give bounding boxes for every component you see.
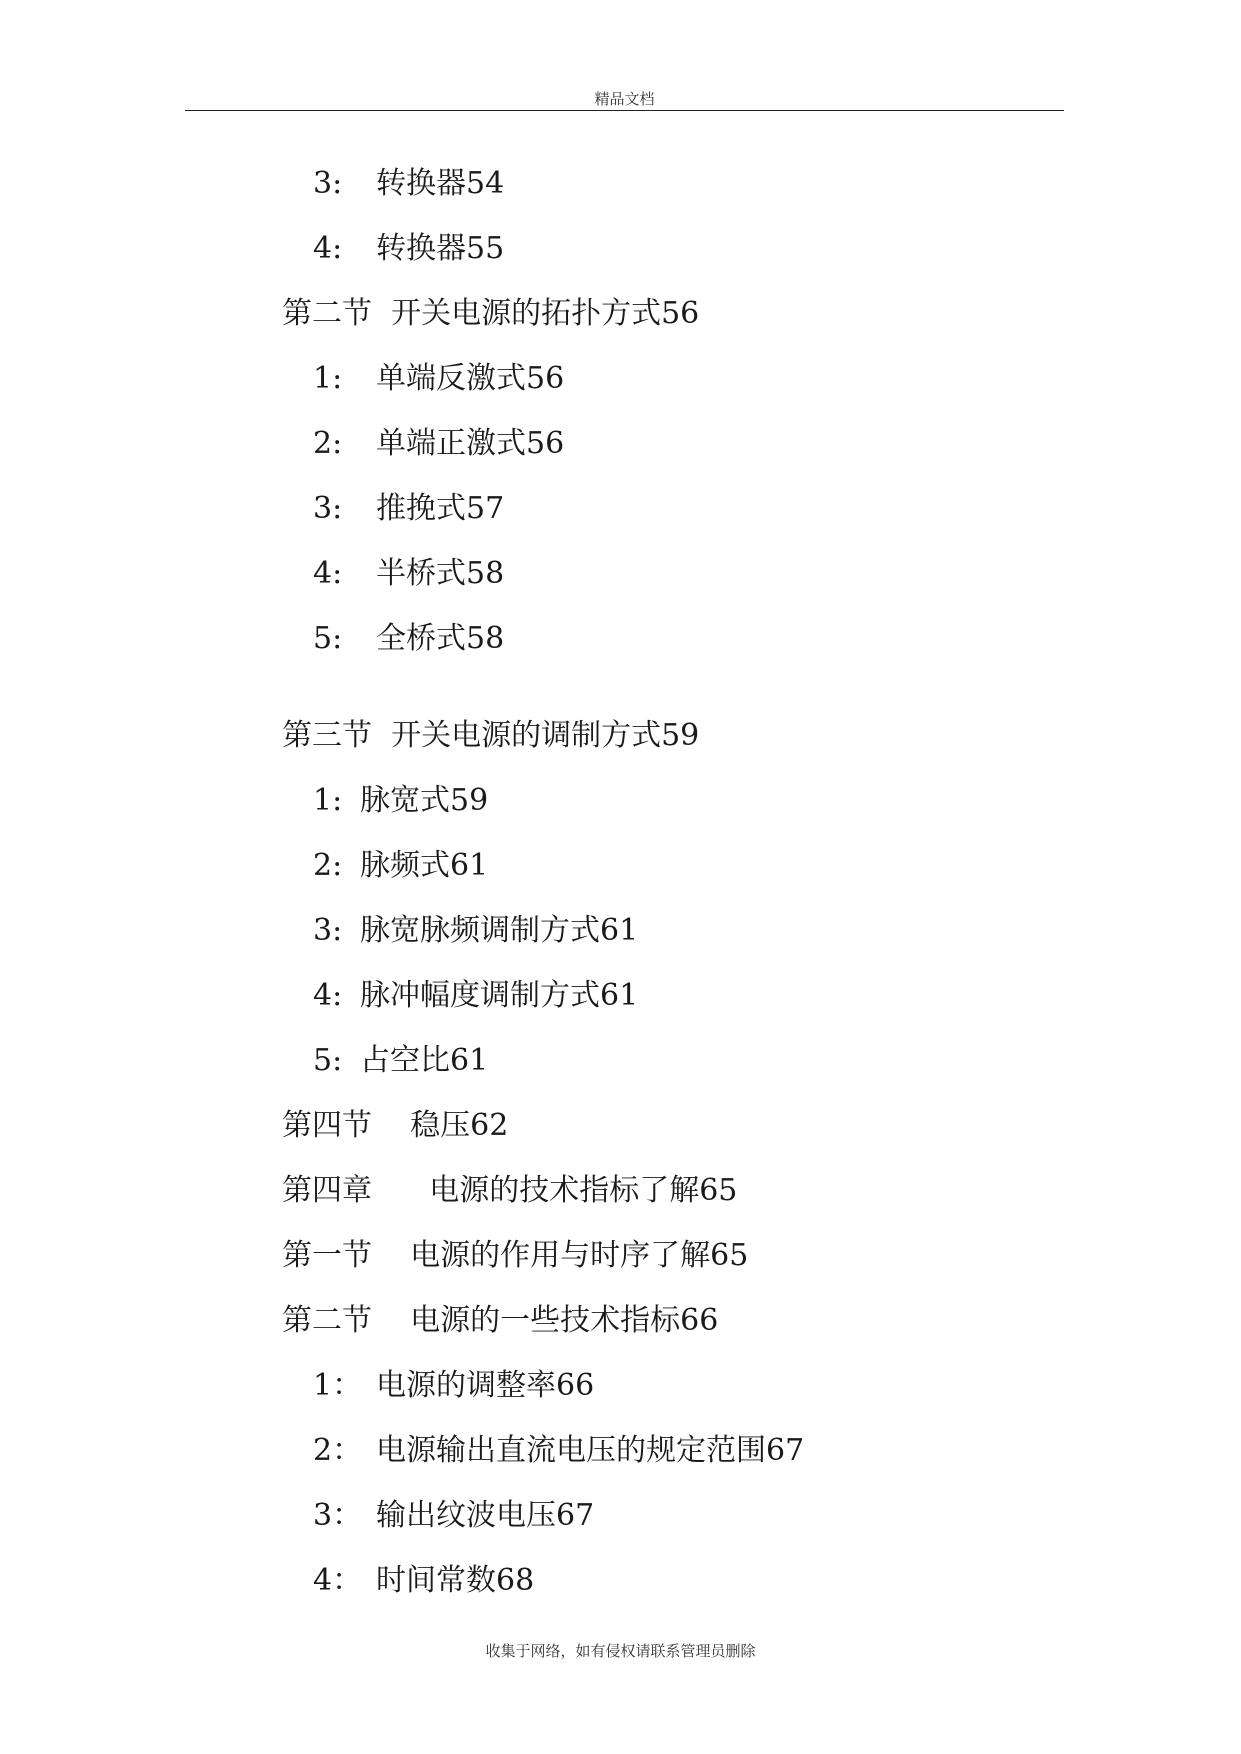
toc-entry-number: 3： <box>313 1498 363 1533</box>
toc-entry-text: 输出纹波电压67 <box>376 1498 595 1533</box>
toc-section-heading <box>282 1301 718 1341</box>
toc-section-heading <box>282 1106 508 1146</box>
toc-entry <box>313 1041 488 1081</box>
header-rule <box>185 110 1064 111</box>
toc-section-heading <box>282 1236 748 1276</box>
toc-entry-number: 3: <box>313 166 343 201</box>
toc-entry <box>313 1561 534 1601</box>
page-footer: 收集于网络，如有侵权请联系管理员删除 <box>485 1642 756 1660</box>
toc-entry-text: 第四章 电源的技术指标了解65 <box>282 1173 738 1208</box>
toc-entry-text: 脉冲幅度调制方式61 <box>360 978 639 1013</box>
toc-entry-number: 2： <box>313 1433 363 1468</box>
toc-entry-number: 3: <box>313 913 343 948</box>
toc-entry-text: 单端正激式56 <box>376 426 565 461</box>
toc-entry <box>313 781 488 821</box>
toc-entry-number: 1: <box>313 783 343 818</box>
toc-entry-text: 脉宽脉频调制方式61 <box>360 913 639 948</box>
toc-entry <box>313 619 504 659</box>
toc-entry-number: 2: <box>313 426 343 461</box>
toc-chapter-heading <box>282 1171 737 1211</box>
toc-entry-text: 第二节 开关电源的拓扑方式56 <box>282 296 700 331</box>
toc-entry <box>313 359 564 399</box>
toc-entry <box>313 911 638 951</box>
toc-entry-text: 占空比61 <box>360 1043 489 1078</box>
toc-entry-text: 单端反激式56 <box>376 361 565 396</box>
toc-entry <box>313 1366 594 1406</box>
toc-entry-number: 1： <box>313 1368 363 1403</box>
toc-entry-text: 推挽式57 <box>376 491 505 526</box>
toc-entry-text: 转换器54 <box>376 166 505 201</box>
toc-entry <box>313 1496 594 1536</box>
toc-entry <box>313 164 504 204</box>
toc-entry-text: 脉宽式59 <box>360 783 489 818</box>
page-header: 精品文档 <box>594 90 655 108</box>
toc-entry-number: 3: <box>313 491 343 526</box>
toc-entry-number: 5: <box>313 621 343 656</box>
toc-section-heading <box>282 716 699 756</box>
toc-entry-number: 4: <box>313 556 343 591</box>
toc-entry-number: 4： <box>313 1563 363 1598</box>
toc-entry-text: 电源输出直流电压的规定范围67 <box>376 1433 805 1468</box>
toc-entry-text: 第四节 稳压62 <box>282 1108 509 1143</box>
toc-entry-text: 转换器55 <box>376 231 505 266</box>
toc-entry <box>313 554 504 594</box>
toc-entry <box>313 229 504 269</box>
toc-entry-text: 时间常数68 <box>376 1563 535 1598</box>
toc-entry-text: 半桥式58 <box>376 556 505 591</box>
toc-entry-number: 5: <box>313 1043 343 1078</box>
toc-entry-text: 第一节 电源的作用与时序了解65 <box>282 1238 749 1273</box>
toc-entry-number: 2: <box>313 848 343 883</box>
toc-entry <box>313 976 638 1016</box>
toc-entry-number: 1: <box>313 361 343 396</box>
toc-entry-text: 全桥式58 <box>376 621 505 656</box>
toc-section-heading <box>282 294 699 334</box>
toc-entry <box>313 424 564 464</box>
toc-entry <box>313 1431 804 1471</box>
toc-entry <box>313 489 504 529</box>
toc-entry-text: 电源的调整率66 <box>376 1368 595 1403</box>
toc-entry-text: 第二节 电源的一些技术指标66 <box>282 1303 719 1338</box>
toc-entry-text: 脉频式61 <box>360 848 489 883</box>
toc-entry <box>313 846 488 886</box>
toc-entry-text: 第三节 开关电源的调制方式59 <box>282 718 700 753</box>
toc-entry-number: 4: <box>313 231 343 266</box>
toc-entry-number: 4: <box>313 978 343 1013</box>
